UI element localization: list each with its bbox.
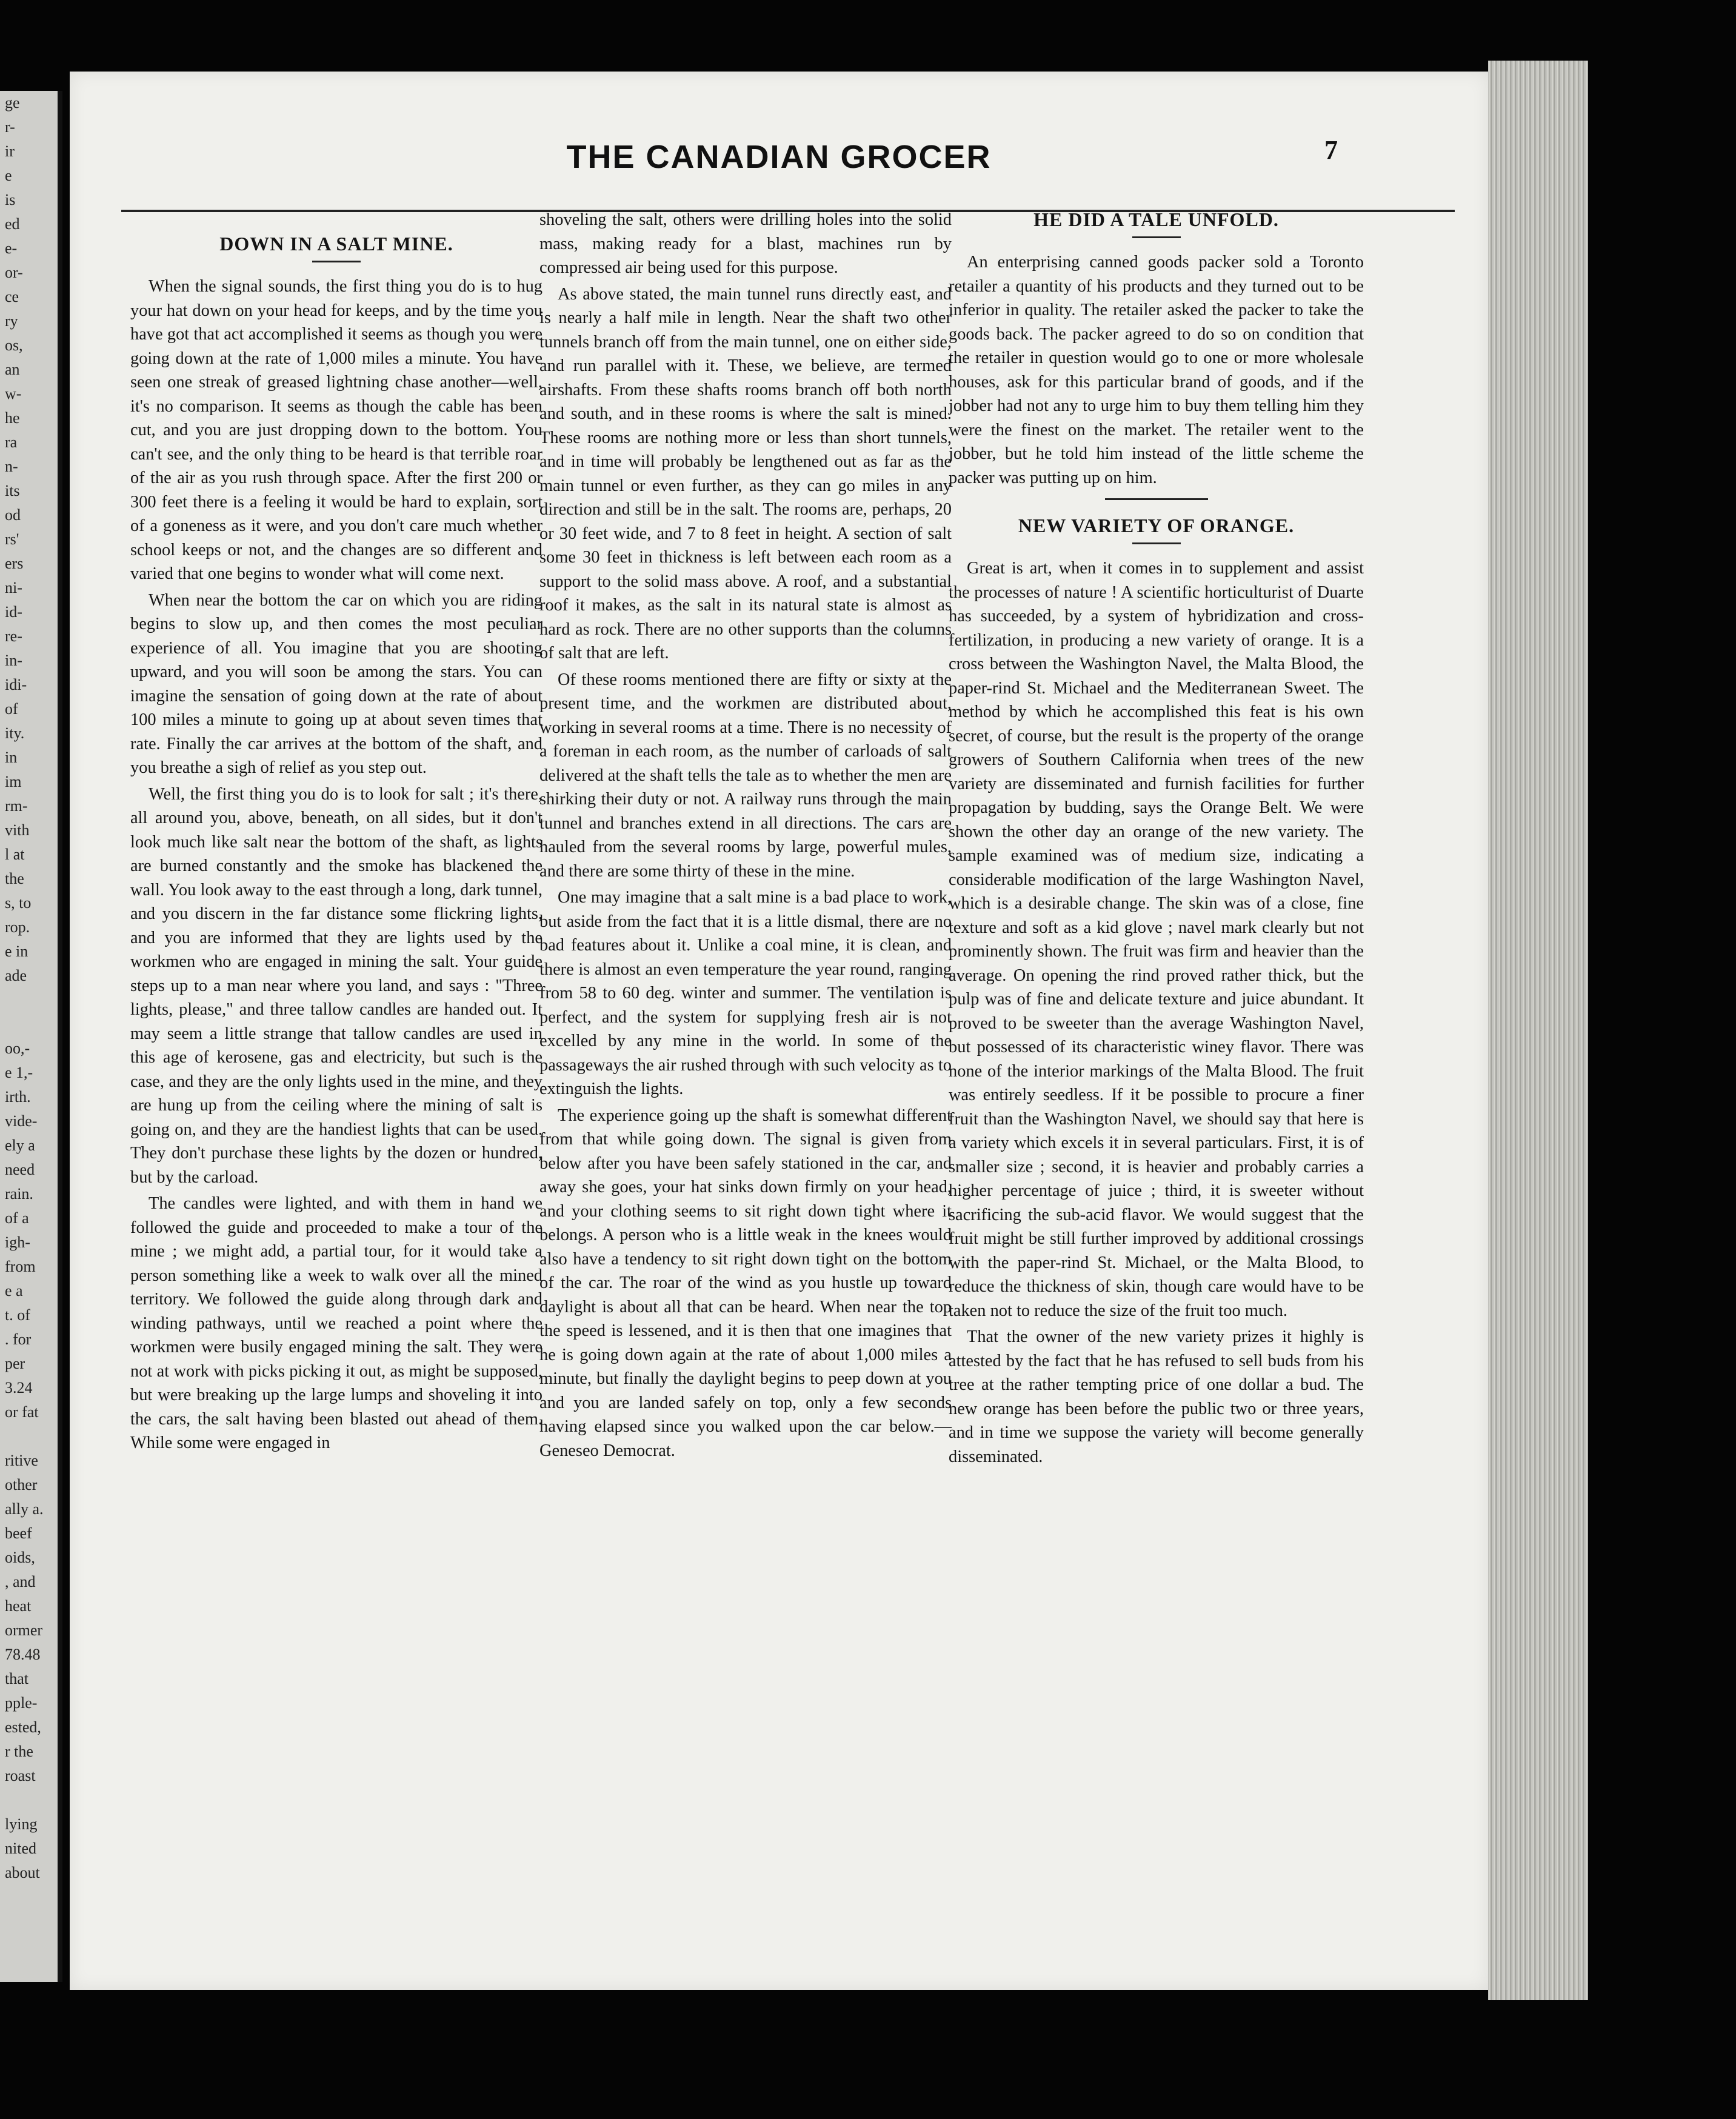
headline-divider <box>1132 542 1181 544</box>
left-page-fragment: heat <box>5 1597 32 1615</box>
left-page-fragment: l at <box>5 846 25 863</box>
left-page-fragment: from <box>5 1258 36 1275</box>
paragraph: The candles were lighted, and with them in hand we followed the guide and proceeded to make a tour of the mine ; we might add, a partial tour, for it would take a person something like a week to walk over all the mined territory. We followed the guide along through dark and winding pathways, until we reached a point where the workmen were busily engaged mining the salt. They were not at work with picks picking it out, as might be supposed, but were breaking up the large lumps and shoveling it into the cars, the salt having been blasted out ahead of them. While some were engaged in <box>130 1194 542 1452</box>
left-page-fragment: . for <box>5 1330 32 1348</box>
left-page-fragment: ally a. <box>5 1500 44 1518</box>
article-headline-tale: HE DID A TALE UNFOLD. <box>1033 209 1279 230</box>
left-page-fragment: an <box>5 361 20 378</box>
left-page-fragment: ested, <box>5 1718 41 1736</box>
paragraph: That the owner of the new variety prizes it highly is attested by the fact that he has refused to sell buds from his tree at the rather tempting price of one dollar a bud. The new orange has been before the public two or three years, and in time we suppose the variety will become generally disseminated. <box>949 1327 1364 1466</box>
left-page-fragment: or- <box>5 264 23 281</box>
left-page-fragment: rop. <box>5 918 30 936</box>
left-page-fragment: , and <box>5 1573 36 1590</box>
paragraph: Of these rooms mentioned there are fifty or sixty at the present time, and the workmen are distributed about, working in several rooms at a time. There is no necessity of a foreman in each room, as the number of carloads of salt delivered at the shaft tells the tale as to whether the men are shirking their duty or not. A railway runs through the main tunnel and branches extend in all directions. The cars are hauled from the several rooms by large, powerful mules, and there are some thirty of these in the mine. <box>539 670 952 881</box>
left-page-fragment: 3.24 <box>5 1379 33 1397</box>
paragraph: One may imagine that a salt mine is a bad place to work, but aside from the fact that it is a little dismal, there are no bad features about it. Unlike a coal mine, it is clean, and there is almost an even temperature the year round, ranging from 58 to 60 deg. winter and summer. The ventilation is perfect, and the system for supplying fresh air is not excelled by any mine in the world. In some of the passageways the air rushed through with such velocity as to extinguish the lights. <box>539 888 952 1098</box>
left-page-fragment: lying <box>5 1815 38 1833</box>
left-page-fragment: ormer <box>5 1621 43 1639</box>
left-page-fragment: per <box>5 1355 25 1372</box>
left-page-fragment: im <box>5 773 22 790</box>
column-1 <box>130 223 542 1458</box>
paragraph: When near the bottom the car on which you are riding begins to slow up, and then comes the most peculiar experience of all. You imagine that you are shooting upward, and you will soon be among the stars. You can imagine the sensation of going down at the rate of about 100 miles a minute to going up at about seven times that rate. Finally the car arrives at the bottom of the shaft, and you breathe a sigh of relief as you step out. <box>130 590 542 777</box>
left-page-fragment: ed <box>5 215 20 233</box>
left-page-fragment: t. of <box>5 1306 30 1324</box>
left-page-fragment: n- <box>5 458 18 475</box>
left-page-fragment: r the <box>5 1743 33 1760</box>
left-page-fragment: e 1,- <box>5 1064 33 1081</box>
article-headline-salt-mine: DOWN IN A SALT MINE. <box>219 233 453 255</box>
left-page-fragment: od <box>5 506 21 524</box>
left-page-fragment: he <box>5 409 20 427</box>
left-page-fragment: or fat <box>5 1403 39 1421</box>
left-page-fragment: vith <box>5 821 30 839</box>
left-page-fragment: e- <box>5 239 18 257</box>
left-page-fragment: of <box>5 700 18 718</box>
left-page-fragment <box>0 1424 58 1449</box>
left-page-fragment <box>0 1012 58 1036</box>
left-page-fragment: ce <box>5 288 19 305</box>
left-page-fragment: rs' <box>5 530 19 548</box>
left-page-fragment: ir <box>5 142 15 160</box>
left-page-fragment: in <box>5 749 18 766</box>
paragraph: Well, the first thing you do is to look for salt ; it's there, all around you, above, beneath, on all sides, but it don't look much like salt near the bottom of the shaft, as lights are burned constantly and the smoke has blackened the wall. You look away to the east through a long, dark tunnel, and you discern in the far distance some flickring lights, and you are informed that they are lights used by the workmen who are engaged in mining the salt. Your guide steps up to a man near where you land, and says : "Three lights, please," and three tallow candles are handed out. It may seem a little strange that tallow candles are used in this age of kerosene, gas and electricity, but such is the case, and they are the only lights used in the mine, and they are hung up from the ceiling where the mining of salt is going on, and they are the handiest lights that can be used. They don't purchase these lights by the dozen or hundred, but by the carload. <box>130 784 542 1187</box>
paragraph: When the signal sounds, the first thing you do is to hug your hat down on your head for keeps, and by the time you have got that act accomplished it seems as though you were going down at the rate of 1,000 miles a minute. You have seen one streak of greased lightning chase another—well, it's no comparison. It seems as though the cable has been cut, and you are just dropping down to the bottom. You can't see, and the only thing to be heard is that terrible roar of the air as you rush through space. After the first 200 or 300 feet there is a feeling it would be hard to explain, sort of a goneness as it were, and you don't care much whether school keeps or not, and the changes are so different and varied that one begins to wonder what will come next. <box>130 277 542 583</box>
left-page-fragment: ra <box>5 433 18 451</box>
headline-divider <box>1132 236 1181 238</box>
left-page-fragment <box>0 988 58 1012</box>
magazine-page <box>70 72 1488 1990</box>
left-page-fragment: e <box>5 167 12 184</box>
left-page-fragment: w- <box>5 385 22 402</box>
left-page-fragment: ity. <box>5 724 25 742</box>
left-page-fragment: beef <box>5 1524 32 1542</box>
left-page-fragment: is <box>5 191 16 209</box>
left-page-fragment: in- <box>5 652 22 669</box>
left-page-fragment: ge <box>5 94 20 112</box>
paragraph: shoveling the salt, others were drilling holes into the solid mass, making ready for a blast, machines run by compressed air being used for this purpose. <box>539 210 952 277</box>
left-page-fragment <box>0 1788 58 1812</box>
left-page-fragment: its <box>5 482 20 499</box>
article-headline-orange: NEW VARIETY OF ORANGE. <box>1018 515 1295 536</box>
masthead-title: THE CANADIAN GROCER <box>566 139 992 175</box>
left-page-fragment: rain. <box>5 1185 33 1203</box>
left-page-fragment: pple- <box>5 1694 38 1712</box>
left-page-fragment: 78.48 <box>5 1646 41 1663</box>
article-divider <box>1105 498 1208 500</box>
paragraph: Great is art, when it comes in to supplement and assist the processes of nature ! A scientific horticulturist of Duarte has succeeded, by a system of hybridization and cross-fertilization, in producing a new variety of orange. It is a cross between the Washington Navel, the Malta Blood, the paper-rind St. Michael and the Mediterranean Sweet. The method by which he accomplished this feat is his own secret, of course, but the result is the property of the orange growers of Southern California when trees of the new variety are disseminated and furnish facilities for further propagation by budding, says the Orange Belt. We were shown the other day an orange of the new variety. The sample examined was of medium size, indicating a considerable modification of the large Washington Navel, which is a desirable change. The skin was of a close, fine texture and soft as a kid glove ; navel mark clearly but not prominently shown. The fruit was firm and heavier than the average. On opening the rind proved rather thick, but the pulp was of fine and delicate texture and juice abundant. It proved to be sweeter than the average Washington Navel, but possessed of its characteristic winey flavor. There was none of the interior markings of the Malta Blood. The fruit was entirely seedless. If it be possible to procure a finer fruit than the Washington Navel, we should say that here is a variety which excels it in several particulars. First, it is of smaller size ; second, it is heavier and probably carries a higher percentage of juice ; third, it is sweeter without sacrificing the sub-acid flavor. We would suggest that the fruit might be still further improved by additional crossings with the paper-rind St. Michael, or the Malta Blood, to reduce the thickness of skin, though care would have to be taken not to reduce the size of the fruit too much. <box>949 559 1364 1320</box>
paragraph: As above stated, the main tunnel runs directly east, and is nearly a half mile in length. Near the shaft two other tunnels branch off from the main tunnel, one on either side, and run parallel with it. These, we believe, are termed airshafts. From these shafts rooms branch off both north and south, and in these rooms is where the salt is mined. These rooms are nothing more or less than short tunnels, and in time will probably be lengthened out as far as the main tunnel or even further, as they can go miles in any direction and still be in the salt. The rooms are, perhaps, 20 or 30 feet wide, and 7 to 8 feet in height. A section of salt some 30 feet in thickness is left between each room as a support to the solid mass above. A roof, and a substantial roof it makes, as the salt in its natural state is almost as hard as rock. There are no other supports than the columns of salt that are left. <box>539 284 952 662</box>
left-page-fragment: nited <box>5 1840 36 1857</box>
left-page-fragment: other <box>5 1476 38 1493</box>
left-page-fragment: that <box>5 1670 28 1687</box>
left-page-fragment: oo,- <box>5 1039 30 1057</box>
left-page-fragment: id- <box>5 603 22 621</box>
left-page-fragment: e in <box>5 943 28 960</box>
left-page-fragment: ade <box>5 967 27 984</box>
left-page-fragment: oids, <box>5 1549 35 1566</box>
paragraph: An enterprising canned goods packer sold a Toronto retailer a quantity of his products and they turned out to be inferior in quality. The retailer asked the packer to take the goods back. The packer agreed to do so on condition that the retailer in question would go to one or more wholesale houses, ask for this particular brand of goods, and if the jobber had not any to urge him to buy them telling him they were the finest on the market. The retailer went to the jobber, but he told him instead of the little scheme the packer was putting up on him. <box>949 253 1364 487</box>
left-page-fragment: roast <box>5 1767 36 1784</box>
left-page-fragment: r- <box>5 118 15 136</box>
headline-divider <box>312 261 361 262</box>
left-page-fragment: ritive <box>5 1452 38 1469</box>
paragraph: The experience going up the shaft is somewhat different from that while going down. The signal is given from below after you have been safely stationed in the car, and away she goes, your hat sinks down firmly on your head, and your clothing seems to sit right down tight where it belongs. A person who is a little weak in the knees would also have a tendency to sit right down tight on the bottom of the car. The roar of the wind as you hustle up toward daylight is about all that can be heard. When near the top the speed is lessened, and it is then that one imagines that he is going down again at the rate of about 1,000 miles a minute, but finally the daylight begins to peep down at you and you are landed safely on top, only a few seconds having elapsed since you walked upon the car below.—Geneseo Democrat. <box>539 1106 952 1460</box>
left-page-fragment: s, to <box>5 894 32 912</box>
left-page-fragment: about <box>5 1864 40 1881</box>
left-page-fragment: os, <box>5 336 23 354</box>
left-page-fragment: of a <box>5 1209 29 1227</box>
column-2 <box>539 208 952 1465</box>
left-page-fragment: ely a <box>5 1136 35 1154</box>
left-page-fragment: ry <box>5 312 18 330</box>
book-page-edges <box>1488 61 1588 2000</box>
left-page-fragment: vide- <box>5 1112 38 1130</box>
left-page-fragment: rm- <box>5 797 28 815</box>
column-3 <box>949 199 1364 1471</box>
left-page-fragment: ni- <box>5 579 22 596</box>
left-page-fragment: ers <box>5 555 24 572</box>
adjacent-page-fragment <box>0 91 62 1982</box>
left-page-fragment: irth. <box>5 1088 31 1106</box>
left-page-fragment: igh- <box>5 1233 30 1251</box>
left-page-fragment: idi- <box>5 676 27 693</box>
left-page-fragment: the <box>5 870 24 887</box>
left-page-fragment: re- <box>5 627 22 645</box>
left-page-fragment: e a <box>5 1282 23 1300</box>
left-page-fragment: need <box>5 1161 35 1178</box>
page-number: 7 <box>1324 135 1338 165</box>
